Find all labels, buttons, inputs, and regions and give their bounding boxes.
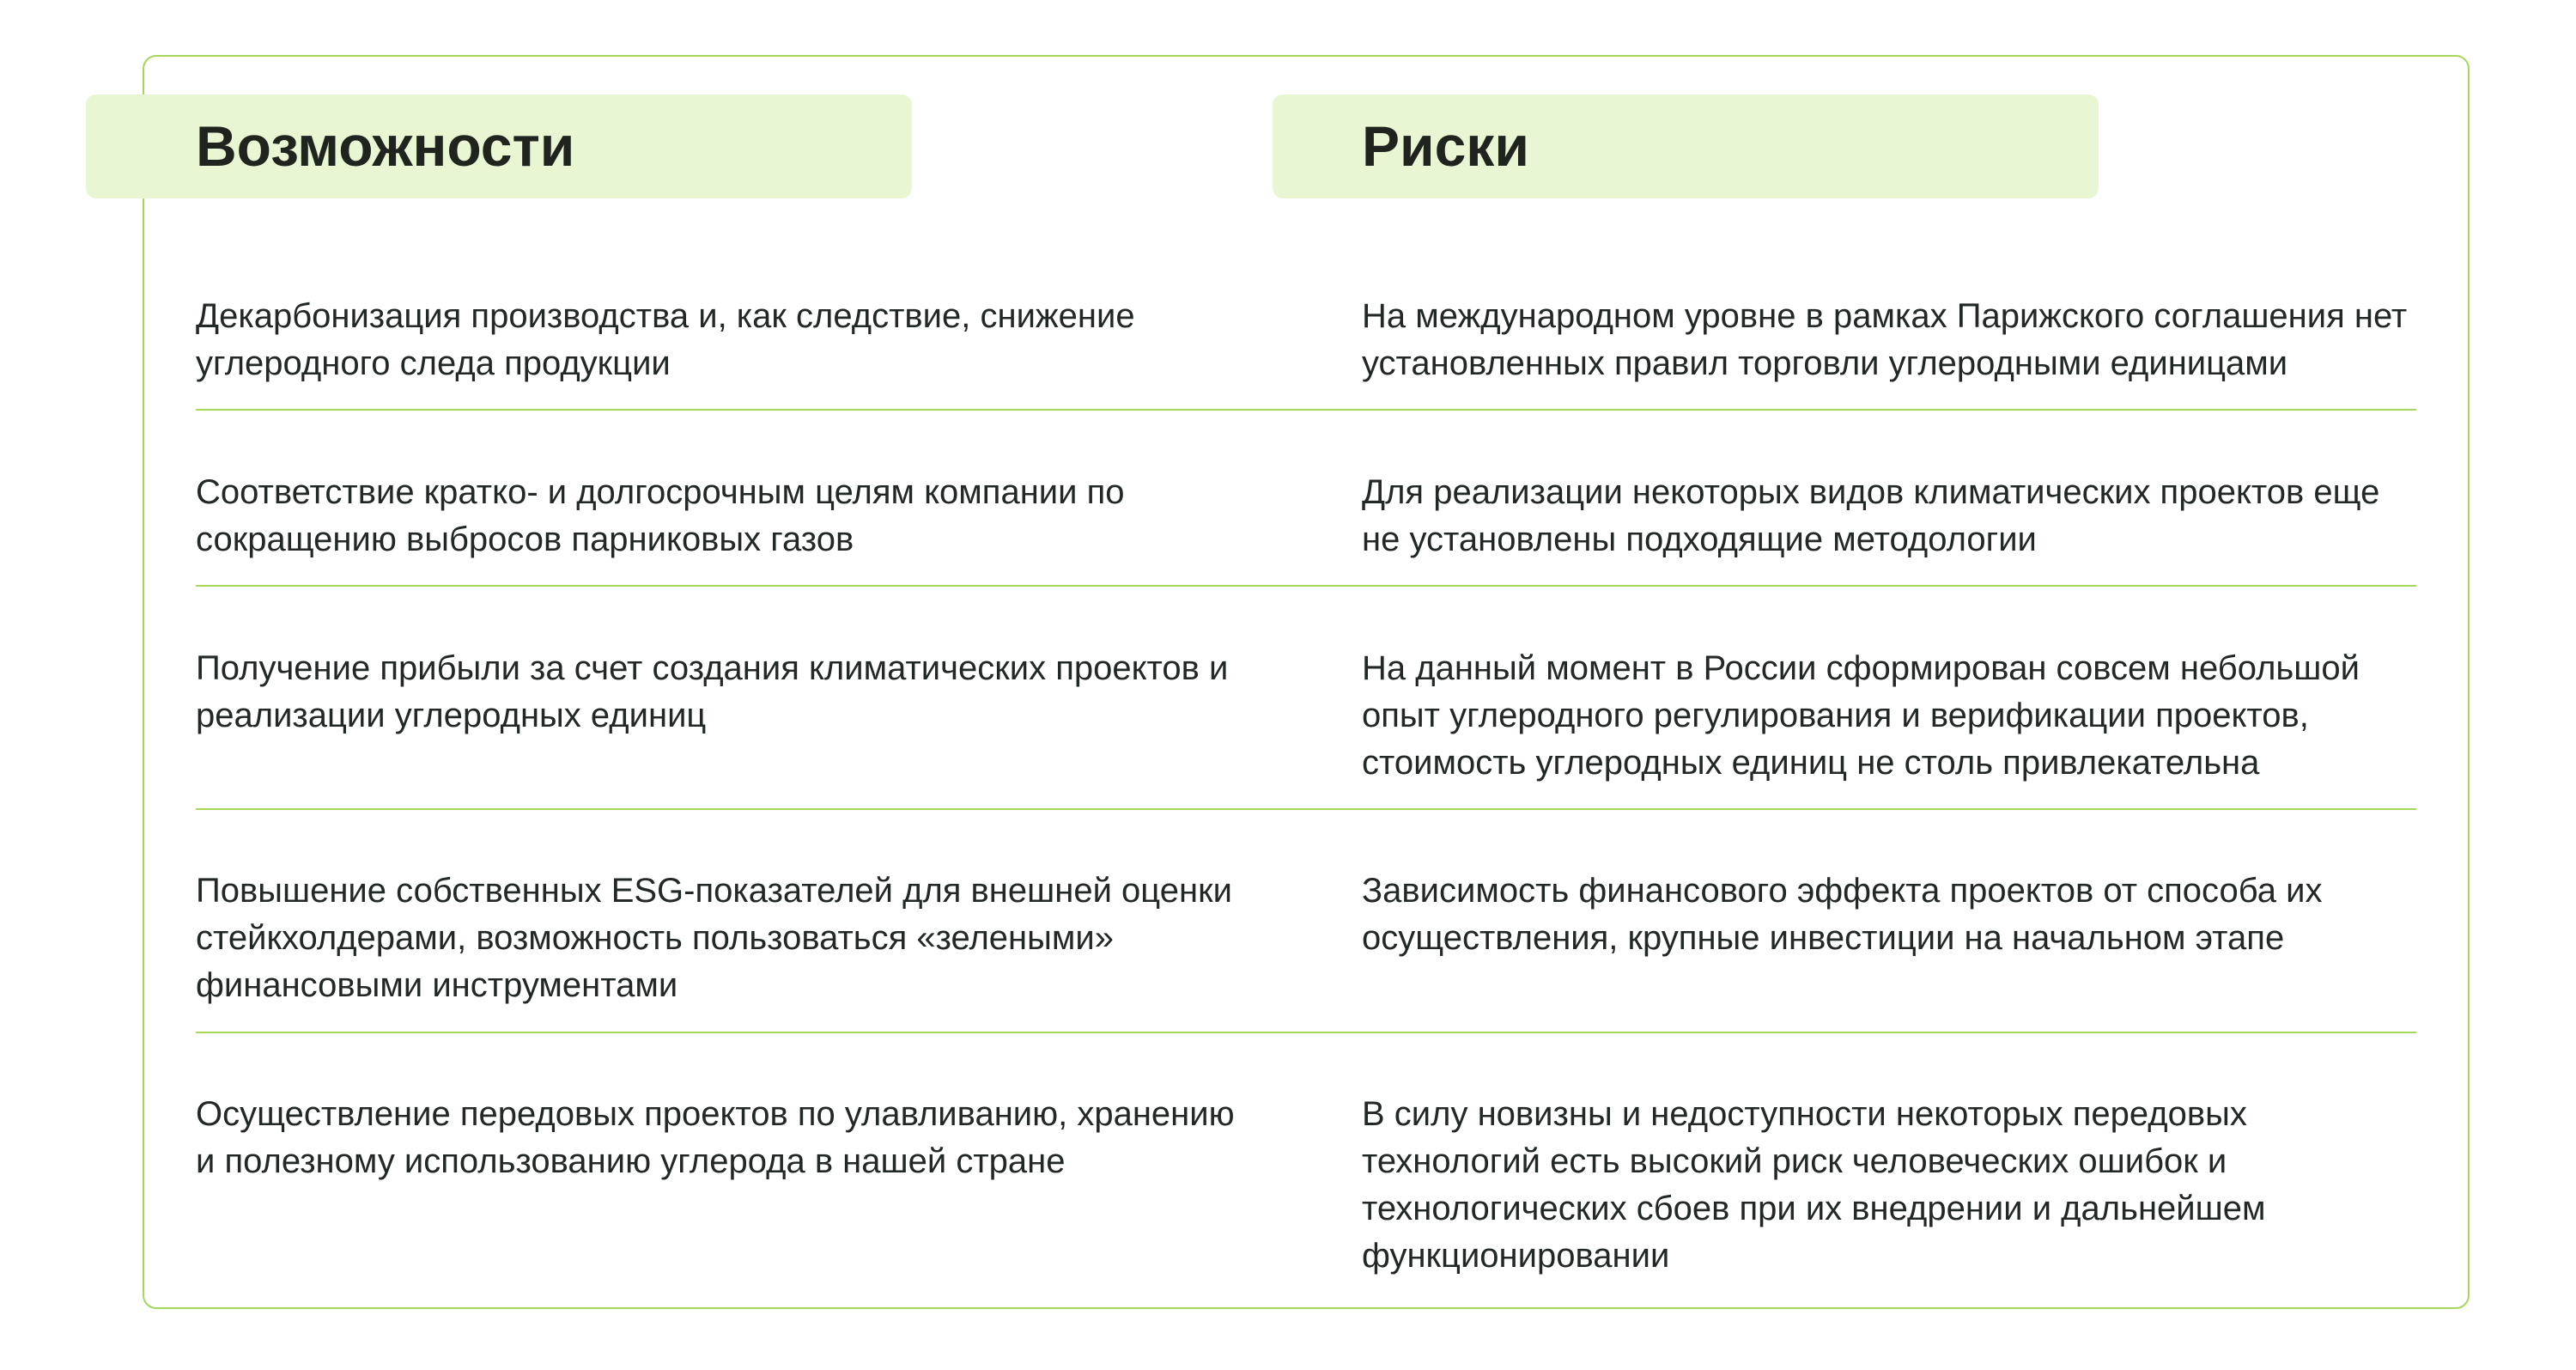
- risks-title: Риски: [1362, 114, 1529, 178]
- risk-text: Зависимость финансового эффекта проектов от способа их осуществления, крупные инвестиции на начальном этапе: [1362, 872, 2323, 957]
- risk-text: На международном уровне в рамках Парижского соглашения нет установленных правил торговли углеродными единицами: [1362, 297, 2408, 382]
- opportunities-title: Возможности: [196, 114, 575, 178]
- row-divider: [196, 585, 2416, 587]
- opportunities-header: [86, 94, 912, 198]
- opportunity-text: Получение прибыли за счет создания климатических проектов и реализации углеродных единиц: [196, 649, 1229, 734]
- risk-text: Для реализации некоторых видов климатических проектов еще не установлены подходящие методологии: [1362, 473, 2380, 558]
- opportunity-text: Соответствие кратко- и долгосрочным целям компании по сокращению выбросов парниковых газов: [196, 473, 1125, 558]
- risks-header: [1273, 94, 2099, 198]
- opportunity-text: Декарбонизация производства и, как следствие, снижение углеродного следа продукции: [196, 297, 1135, 382]
- opportunity-text: Осуществление передовых проектов по улавливанию, хранению и полезному использованию углерода в нашей стране: [196, 1095, 1235, 1180]
- opportunity-text: Повышение собственных ESG-показателей для внешней оценки стейкхолдерами, возможность пользоваться «зелеными» финансовыми инструментами: [196, 872, 1232, 1004]
- row-divider: [196, 1032, 2416, 1033]
- row-divider: [196, 409, 2416, 411]
- row-divider: [196, 808, 2416, 810]
- risk-text: На данный момент в России сформирован совсем небольшой опыт углеродного регулирования и верификации проектов, стоимость углеродных единиц не столь привлекательна: [1362, 649, 2360, 782]
- risk-text: В силу новизны и недоступности некоторых передовых технологий есть высокий риск человеческих ошибок и технологических сбоев при их внедрении и дальнейшем функционировании: [1362, 1095, 2266, 1275]
